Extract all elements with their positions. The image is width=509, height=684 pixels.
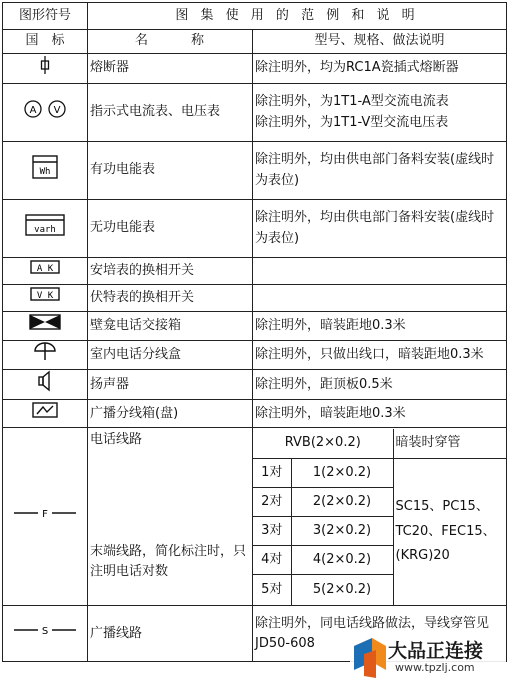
table-row: [3, 341, 507, 370]
table-row: [3, 370, 507, 400]
ammeter-switch-symbol-cell: [3, 258, 88, 285]
fuse-symbol-cell: [3, 54, 88, 84]
pair-spec: 1(2×0.2): [291, 459, 393, 488]
row-desc: 除注明外，只做出线口，暗装距地0.3米: [253, 341, 507, 370]
row-name: 指示式电流表、电压表: [88, 84, 253, 142]
switch-label: V K: [36, 291, 54, 302]
row-name: 室内电话分线盒: [88, 341, 253, 370]
broadcast-box-symbol-cell: [3, 400, 88, 428]
row-desc-line: 除注明外，为1T1-A型交流电流表: [255, 94, 449, 110]
row-name: 熔断器: [88, 54, 253, 84]
row-desc: 除注明外，距顶板0.5米: [253, 370, 507, 400]
table-row: [3, 54, 507, 84]
row-name: 无功电能表: [88, 200, 253, 258]
title-row: [3, 3, 507, 30]
voltmeter-switch-icon: [28, 286, 62, 302]
col-header-symbol: 国 标: [3, 30, 88, 54]
table-title: 图 集 使 用 的 范 例 和 说 明: [88, 3, 507, 30]
telephone-line-icon: [10, 506, 80, 520]
watermark-text: 大品正连接: [388, 640, 484, 662]
table-row: [3, 258, 507, 285]
row-desc: [253, 285, 507, 312]
row-name: 广播线路: [88, 606, 253, 662]
switch-label: A K: [36, 264, 54, 275]
reactive-meter-symbol-cell: [3, 200, 88, 258]
ammeter-letter: A: [29, 104, 37, 116]
conduit-header: 暗装时穿管: [393, 429, 506, 459]
energy-meter-symbol-cell: [3, 142, 88, 200]
pair-count: 4对: [253, 546, 291, 575]
conduit-line: TC20、FEC15、: [395, 523, 496, 539]
table-row: [3, 285, 507, 312]
conduit-line: (KRG)20: [395, 548, 450, 564]
ammeter-voltmeter-icon: [15, 98, 75, 120]
row-desc: 除注明外，暗装距地0.3米: [253, 400, 507, 428]
row-desc-line: 除注明外，为1T1-V型交流电压表: [255, 114, 449, 130]
table-row: [3, 200, 507, 258]
broadcast-line-icon: [10, 623, 80, 637]
end-line-note: 末端线路，简化标注时，只注明电话对数: [90, 544, 247, 580]
conduit-line: SC15、PC15、: [395, 498, 489, 514]
logo-icon: [350, 632, 390, 680]
meter-label: varh: [34, 224, 56, 235]
table-row: [3, 400, 507, 428]
phone-line-name-cell: [88, 428, 253, 606]
table-row: [3, 142, 507, 200]
speaker-icon: [33, 370, 57, 392]
ammeter-switch-icon: [28, 259, 62, 275]
corner-label: 图形符号: [3, 3, 88, 30]
row-name: 扬声器: [88, 370, 253, 400]
pair-count: 5对: [253, 575, 291, 605]
phone-line-symbol-cell: [3, 428, 88, 606]
row-desc: 除注明外，均由供电部门备料安装(虚线时为表位): [253, 142, 507, 200]
pair-count: 3对: [253, 517, 291, 546]
row-desc: [253, 258, 507, 285]
watermark: [350, 630, 506, 682]
col-header-desc: 型号、规格、做法说明: [253, 30, 507, 54]
reactive-energy-meter-icon: [23, 213, 67, 237]
phone-spec-table: [253, 429, 506, 605]
row-desc: 除注明外，暗装距地0.3米: [253, 312, 507, 341]
row-desc: [253, 84, 507, 142]
row-desc: 除注明外，均由供电部门备料安装(虚线时为表位): [253, 200, 507, 258]
cable-header: RVB(2×0.2): [253, 429, 393, 459]
broadcast-distribution-box-icon: [28, 401, 62, 419]
speaker-symbol-cell: [3, 370, 88, 400]
row-desc: 除注明外，同电话线路做法，导线穿管见JD50-608: [253, 606, 507, 662]
table-row: [3, 312, 507, 341]
phone-spec-cell: [253, 428, 507, 606]
telephone-junction-box-icon: [25, 313, 65, 331]
table-row: [3, 84, 507, 142]
broadcast-line-symbol-cell: [3, 606, 88, 662]
meter-label: Wh: [39, 166, 51, 177]
row-name: 广播分线箱(盘): [88, 400, 253, 428]
phone-line-name: 电话线路: [90, 432, 143, 448]
meter-symbol-cell: [3, 84, 88, 142]
active-energy-meter-icon: [30, 154, 60, 180]
pair-spec: 3(2×0.2): [291, 517, 393, 546]
row-name: 壁龛电话交接箱: [88, 312, 253, 341]
row-desc: 除注明外，均为RC1A瓷插式熔断器: [253, 54, 507, 84]
pair-spec: 4(2×0.2): [291, 546, 393, 575]
fuse-icon: [25, 55, 65, 75]
conduit-spec: [393, 459, 506, 605]
row-name: 安培表的换相开关: [88, 258, 253, 285]
voltmeter-switch-symbol-cell: [3, 285, 88, 312]
row-name: 伏特表的换相开关: [88, 285, 253, 312]
phone-box-symbol-cell: [3, 312, 88, 341]
voltmeter-letter: V: [53, 104, 61, 116]
col-header-name: 名 称: [88, 30, 253, 54]
row-name: 有功电能表: [88, 142, 253, 200]
watermark-url: www.tpzlj.com: [395, 661, 475, 674]
pair-spec: 5(2×0.2): [291, 575, 393, 605]
pair-count: 1对: [253, 459, 291, 488]
telephone-outlet-icon: [27, 341, 63, 361]
pair-count: 2对: [253, 488, 291, 517]
phone-line-row: [3, 428, 507, 606]
legend-table: [2, 2, 507, 662]
line-letter: F: [42, 509, 48, 521]
column-header-row: [3, 30, 507, 54]
pair-spec: 2(2×0.2): [291, 488, 393, 517]
line-letter: S: [41, 626, 49, 638]
phone-outlet-symbol-cell: [3, 341, 88, 370]
